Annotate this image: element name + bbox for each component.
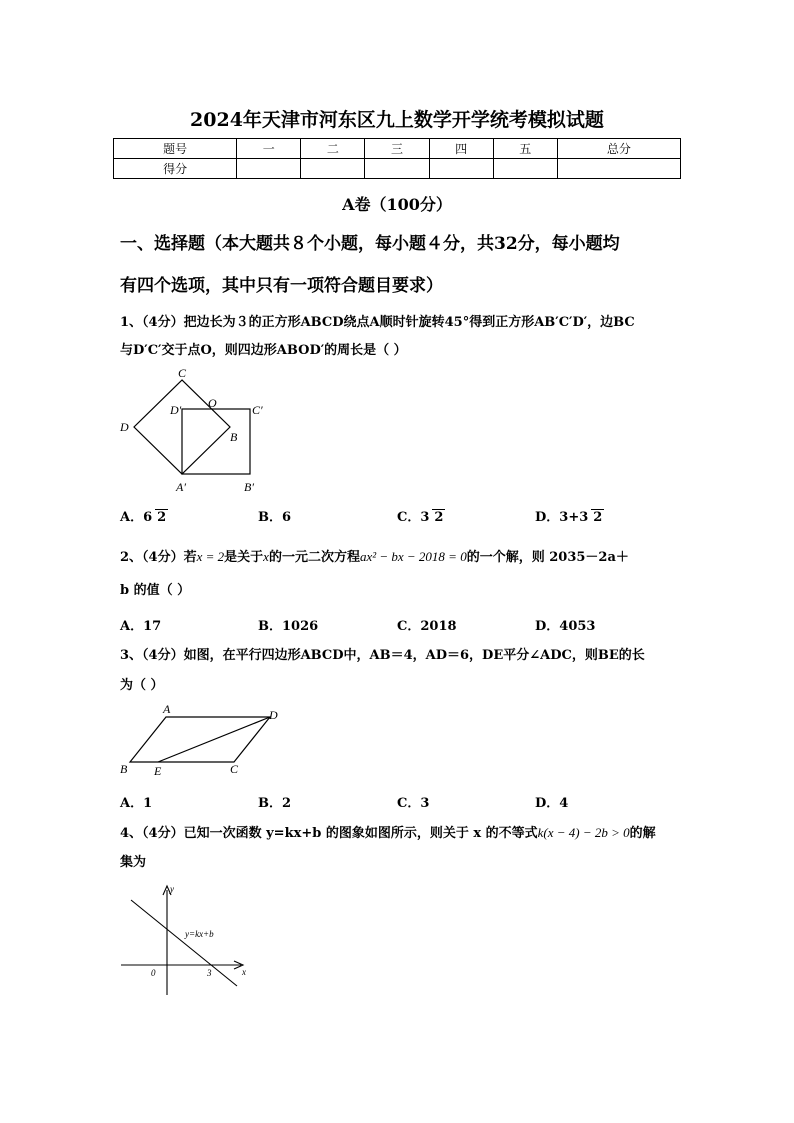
q4-text-line1 <box>120 820 680 847</box>
q1-option-d[interactable] <box>535 506 604 525</box>
q3-bisector-de <box>158 717 270 762</box>
q1-label-b: B <box>230 430 238 444</box>
q1-text-line2: 与D′C′交于点O，则四边形ABOD′的周长是（ ） <box>120 343 407 358</box>
q4-label-y: y <box>170 884 174 894</box>
q1-option-a[interactable] <box>120 506 168 525</box>
q1-option-d-text: D．3+3 <box>535 510 589 525</box>
score-cell[interactable] <box>237 159 301 179</box>
q4-label-origin: 0 <box>151 968 156 978</box>
q4-inequality: k(x − 4) − 2b > 0 <box>537 825 630 840</box>
score-cell[interactable] <box>301 159 365 179</box>
q4-pre: 4、（4分）已知一次函数 y=kx+b 的图象如图所示，则关于 x 的不等式 <box>120 826 538 841</box>
q2-pre: 2、（4分）若 <box>120 550 197 565</box>
q3-text-line2: 为（ ） <box>120 678 164 693</box>
score-row-label: 得分 <box>114 159 237 179</box>
volume-heading: A卷（100分） <box>342 195 452 214</box>
q1-text-line1: 1、（4分）把边长为３的正方形ABCD绕点A顺时针旋转45°得到正方形AB′C′D′，边BC <box>120 315 635 330</box>
score-cell[interactable] <box>365 159 429 179</box>
q3-option-b[interactable]: B．2 <box>258 796 292 811</box>
score-table-score-row <box>114 159 681 179</box>
q2-equation: ax² − bx − 2018 = 0 <box>359 549 467 564</box>
q4-label-three: 3 <box>207 968 212 978</box>
q4-figure <box>115 880 255 1000</box>
q4-label-x: x <box>242 967 246 977</box>
score-header-cell: 题号 <box>114 139 237 159</box>
score-table <box>113 138 681 179</box>
score-header-cell: 三 <box>365 139 429 159</box>
q2-mid1: 是关于 <box>224 550 264 565</box>
q1-label-c: C <box>178 366 187 380</box>
q1-option-a-text: A．6 <box>120 510 153 525</box>
q3-option-c[interactable]: C．3 <box>397 796 430 811</box>
q3-label-b: B <box>120 762 128 776</box>
q3-text-line1: 3、（4分）如图，在平行四边形ABCD中，AB＝4，AD＝6，DE平分∠ADC，则BE的长 <box>120 648 645 663</box>
q1-option-d-radicand <box>591 509 604 525</box>
score-cell[interactable] <box>557 159 680 179</box>
section-heading-line2: 有四个选项，其中只有一项符合题目要求） <box>120 276 443 296</box>
q3-label-e: E <box>154 764 162 778</box>
score-table-header-row <box>114 139 681 159</box>
q2-condition: x = 2 <box>196 549 225 564</box>
q1-label-b-prime: B′ <box>244 480 254 494</box>
q3-parallelogram <box>130 717 270 762</box>
q1-option-c[interactable] <box>397 506 445 525</box>
q1-option-a-radicand <box>155 509 168 525</box>
q2-text-line2: b 的值（ ） <box>120 583 191 598</box>
q3-figure <box>112 700 292 782</box>
q1-option-c-radicand-value: 2 <box>434 510 444 525</box>
q4-post: 的解 <box>629 826 656 841</box>
q1-option-b[interactable]: B．6 <box>258 510 292 525</box>
q1-label-d: D <box>120 420 129 434</box>
q2-text-line1 <box>120 544 680 571</box>
q1-option-c-text: C．3 <box>397 510 430 525</box>
section-heading-line1: 一、选择题（本大题共８个小题，每小题４分，共32分，每小题均 <box>120 234 620 254</box>
score-header-cell: 四 <box>429 139 493 159</box>
q1-option-a-radicand-value: 2 <box>157 510 167 525</box>
q2-variable: x <box>263 549 269 564</box>
score-cell[interactable] <box>429 159 493 179</box>
score-cell[interactable] <box>493 159 557 179</box>
q3-label-d: D <box>269 708 278 722</box>
q1-label-a-prime: A′ <box>176 480 186 494</box>
page-title: 2024年天津市河东区九上数学开学统考模拟试题 <box>190 109 604 131</box>
q1-figure <box>112 362 282 497</box>
q1-option-c-radicand <box>432 509 445 525</box>
q2-option-a[interactable]: A．17 <box>120 619 162 634</box>
score-header-cell: 一 <box>237 139 301 159</box>
q2-option-c[interactable]: C．2018 <box>397 619 457 634</box>
q3-option-a[interactable]: A．1 <box>120 796 153 811</box>
q2-mid2: 的一元二次方程 <box>268 550 360 565</box>
q2-option-b[interactable]: B．1026 <box>258 619 319 634</box>
q1-option-d-radicand-value: 2 <box>593 510 603 525</box>
q3-option-d[interactable]: D．4 <box>535 796 569 811</box>
q4-text-line2: 集为 <box>120 855 147 870</box>
score-header-cell: 二 <box>301 139 365 159</box>
q3-label-a: A <box>163 702 171 716</box>
q1-label-c-prime: C′ <box>252 403 263 417</box>
score-header-cell: 总分 <box>557 139 680 159</box>
score-header-cell: 五 <box>493 139 557 159</box>
q3-label-c: C <box>230 762 239 776</box>
q4-label-function: y=kx+b <box>185 929 214 939</box>
q2-post: 的一个解，则 2035－2a＋ <box>466 550 629 565</box>
q2-option-d[interactable]: D．4053 <box>535 619 596 634</box>
q4-function-line <box>131 900 237 986</box>
q1-label-d-prime: D′ <box>170 403 182 417</box>
q1-label-o: O <box>208 396 217 410</box>
